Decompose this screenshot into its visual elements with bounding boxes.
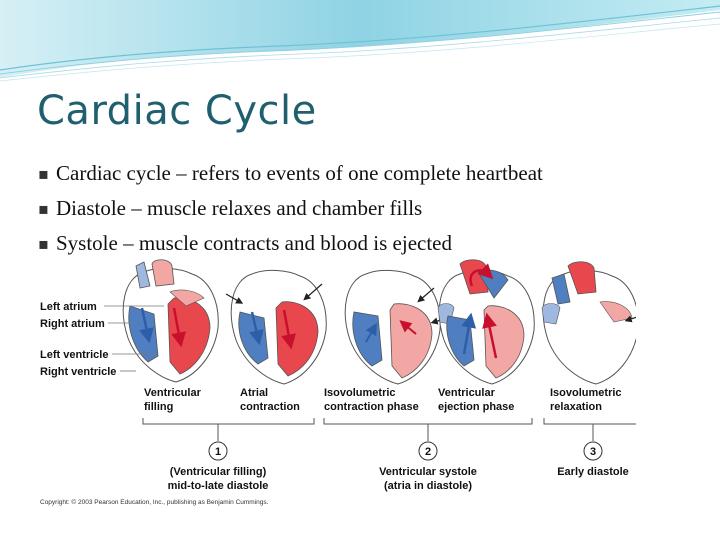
phase-label: ejection phase (438, 401, 515, 413)
header-wave-decoration (0, 0, 720, 90)
bullet-icon: ▪ (38, 199, 49, 218)
phase-label: filling (144, 401, 174, 413)
phase-label: Atrial (240, 387, 269, 399)
label-right-ventricle: Right ventricle (40, 366, 117, 378)
phase-brackets (143, 418, 636, 441)
phase-label: Ventricular (144, 387, 201, 399)
phase-label: Ventricular (438, 387, 495, 399)
stage-number: 3 (589, 446, 597, 458)
bullet-list (38, 156, 718, 261)
bullet-icon: ▪ (38, 234, 49, 253)
label-left-atrium: Left atrium (40, 301, 97, 313)
heart-ventricular-filling (123, 260, 218, 382)
phase-label: Isovolumetric (324, 387, 396, 399)
stage-label: (atria in diastole) (383, 480, 473, 492)
cardiac-cycle-figure (36, 258, 636, 510)
cardiac-cycle-diagram (36, 258, 636, 510)
heart-ventricular-ejection (438, 260, 534, 384)
label-right-atrium: Right atrium (40, 318, 105, 330)
stage-number: 2 (424, 446, 432, 458)
stage-number: 1 (214, 446, 222, 458)
heart-isovolumetric-contraction (345, 270, 448, 384)
phase-label: contraction (240, 401, 300, 413)
bullet-text: Cardiac cycle – refers to events of one complete heartbeat (56, 161, 543, 185)
label-left-ventricle: Left ventricle (40, 349, 109, 361)
phase-label: relaxation (550, 401, 602, 413)
phase-label: Isovolumetric (550, 387, 622, 399)
stage-label: Early diastole (557, 466, 629, 478)
heart-atrial-contraction (226, 270, 326, 384)
figure-copyright: Copyright: © 2003 Pearson Education, Inc., publishing as Benjamin Cummings. (40, 499, 269, 506)
bullet-item (38, 226, 718, 261)
bullet-icon: ▪ (38, 164, 49, 183)
heart-isovolumetric-relaxation (542, 262, 636, 384)
phase-label: contraction phase (324, 401, 419, 413)
bullet-item (38, 191, 718, 226)
stage-label: Ventricular systole (379, 466, 477, 478)
slide-title: Cardiac Cycle (37, 88, 317, 134)
bullet-text: Systole – muscle contracts and blood is ejected (56, 231, 452, 255)
bullet-item (38, 156, 718, 191)
bullet-text: Diastole – muscle relaxes and chamber fills (56, 196, 423, 220)
stage-label: (Ventricular filling) (169, 466, 267, 478)
stage-label: mid-to-late diastole (167, 480, 269, 492)
